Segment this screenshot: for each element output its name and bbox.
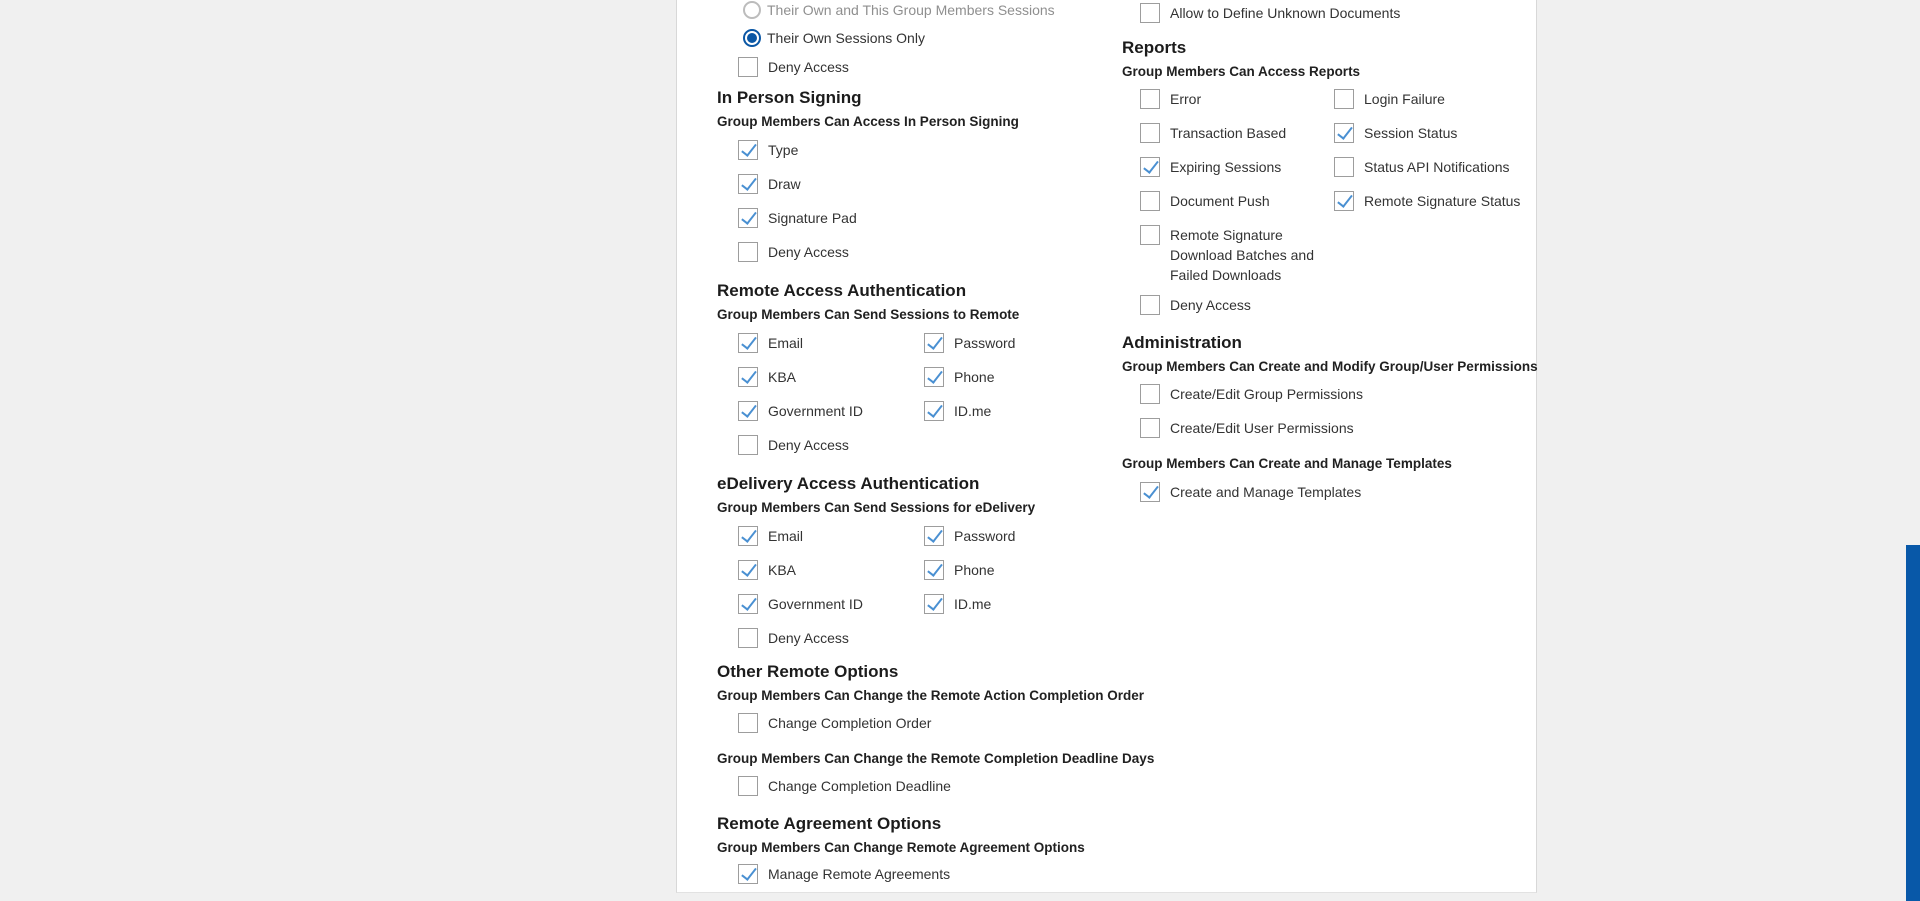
- checkbox-icon[interactable]: [738, 864, 758, 884]
- scrollbar-thumb[interactable]: [1906, 545, 1920, 901]
- checkbox-icon[interactable]: [1140, 123, 1160, 143]
- checkbox-remote-deny-access[interactable]: [738, 435, 1137, 455]
- checkbox-label: Email: [768, 528, 804, 544]
- checkbox-label: Remote Signature Status: [1364, 193, 1521, 209]
- checkbox-label: Deny Access: [768, 630, 849, 646]
- checkbox-label: Deny Access: [1170, 297, 1251, 313]
- row-remote-email-password: [738, 333, 1137, 353]
- checkbox-report-document-push[interactable]: [1140, 191, 1334, 211]
- checkbox-icon[interactable]: [738, 140, 758, 160]
- checkbox-icon[interactable]: [1140, 191, 1160, 211]
- checkbox-label: Type: [768, 142, 799, 158]
- checkbox-report-login-failure[interactable]: [1334, 89, 1445, 109]
- permissions-panel: [676, 0, 1537, 893]
- checkbox-icon[interactable]: [738, 435, 758, 455]
- checkbox-label: Create and Manage Templates: [1170, 484, 1362, 500]
- checkbox-create-edit-user-permissions[interactable]: [1140, 418, 1538, 438]
- checkbox-label: Create/Edit User Permissions: [1170, 420, 1354, 436]
- checkbox-icon[interactable]: [1140, 482, 1160, 502]
- checkbox-remote-kba[interactable]: [738, 367, 924, 387]
- checkbox-report-remote-signature-status[interactable]: [1334, 191, 1520, 211]
- checkbox-label: Government ID: [768, 403, 863, 419]
- checkbox-type[interactable]: [738, 140, 1137, 160]
- section-subtitle-remote-access-authentication: Group Members Can Send Sessions to Remote: [717, 307, 1020, 322]
- radio-their-own-sessions-only[interactable]: [743, 28, 1137, 48]
- checkbox-report-deny-access[interactable]: [1140, 295, 1538, 315]
- checkbox-report-status-api-notifications[interactable]: [1334, 157, 1510, 177]
- section-subtitle-reports: Group Members Can Access Reports: [1122, 64, 1361, 79]
- checkbox-icon[interactable]: [1334, 191, 1354, 211]
- checkbox-icon[interactable]: [924, 594, 944, 614]
- checkbox-icon[interactable]: [738, 174, 758, 194]
- checkbox-icon[interactable]: [738, 560, 758, 580]
- checkbox-icon[interactable]: [1140, 157, 1160, 177]
- radio-label: Their Own Sessions Only: [767, 30, 925, 46]
- checkbox-label: KBA: [768, 369, 797, 385]
- checkbox-icon[interactable]: [1140, 89, 1160, 109]
- checkbox-report-error[interactable]: [1140, 89, 1334, 109]
- section-title-remote-agreement-options: Remote Agreement Options: [717, 814, 942, 833]
- radio-their-own-and-group-sessions[interactable]: [743, 0, 1137, 20]
- checkbox-remote-email[interactable]: [738, 333, 924, 353]
- checkbox-label: Signature Pad: [768, 210, 857, 226]
- checkbox-label: Error: [1170, 91, 1202, 107]
- radio-label: Their Own and This Group Members Sessions: [767, 2, 1055, 18]
- checkbox-edelivery-idme[interactable]: [924, 594, 991, 614]
- section-title-edelivery-access-authentication: eDelivery Access Authentication: [717, 474, 980, 493]
- section-title-administration: Administration: [1122, 333, 1242, 352]
- section-subtitle-create-manage-templates: Group Members Can Create and Manage Templates: [1122, 456, 1452, 471]
- checkbox-manage-remote-agreements[interactable]: [738, 864, 1137, 884]
- checkbox-icon[interactable]: [738, 208, 758, 228]
- row-remote-kba-phone: [738, 367, 1137, 387]
- checkbox-label: Change Completion Order: [768, 715, 932, 731]
- checkbox-icon[interactable]: [738, 333, 758, 353]
- checkbox-label: Session Status: [1364, 125, 1458, 141]
- checkbox-icon[interactable]: [738, 242, 758, 262]
- checkbox-label: Manage Remote Agreements: [768, 866, 951, 882]
- right-column: [1122, 0, 1538, 502]
- checkbox-label: Remote Signature Download Batches and Failed Downloads: [1170, 227, 1314, 283]
- checkbox-icon[interactable]: [924, 560, 944, 580]
- section-subtitle-group-user-permissions: Group Members Can Create and Modify Group/User Permissions: [1122, 359, 1538, 374]
- checkbox-allow-define-unknown-documents[interactable]: [1140, 3, 1538, 23]
- row-document-push-remote-sig-status: [1140, 191, 1538, 211]
- checkbox-edelivery-government-id[interactable]: [738, 594, 924, 614]
- checkbox-change-completion-deadline[interactable]: [738, 776, 1137, 796]
- checkbox-edelivery-deny-access[interactable]: [738, 628, 1137, 648]
- checkbox-icon[interactable]: [924, 367, 944, 387]
- row-edelivery-govid-idme: [738, 594, 1137, 614]
- checkbox-label: Change Completion Deadline: [768, 778, 951, 794]
- checkbox-edelivery-password[interactable]: [924, 526, 1015, 546]
- checkbox-icon[interactable]: [1140, 3, 1160, 23]
- checkbox-remote-government-id[interactable]: [738, 401, 924, 421]
- checkbox-label: KBA: [768, 562, 797, 578]
- checkbox-icon[interactable]: [738, 401, 758, 421]
- checkbox-icon[interactable]: [1140, 225, 1160, 245]
- row-transaction-session-status: [1140, 123, 1538, 143]
- section-title-remote-access-authentication: Remote Access Authentication: [717, 281, 967, 300]
- checkbox-label: Phone: [954, 369, 995, 385]
- checkbox-report-expiring-sessions[interactable]: [1140, 157, 1334, 177]
- checkbox-icon[interactable]: [1334, 123, 1354, 143]
- checkbox-icon[interactable]: [738, 776, 758, 796]
- section-title-in-person-signing: In Person Signing: [717, 88, 862, 107]
- checkbox-label: ID.me: [954, 403, 992, 419]
- checkbox-label: Create/Edit Group Permissions: [1170, 386, 1363, 402]
- checkbox-remote-password[interactable]: [924, 333, 1015, 353]
- checkbox-report-remote-signature-download-batches[interactable]: [1140, 225, 1538, 285]
- checkbox-in-person-deny-access[interactable]: [738, 242, 1137, 262]
- checkbox-edelivery-phone[interactable]: [924, 560, 994, 580]
- section-subtitle-remote-agreement-options: Group Members Can Change Remote Agreement Options: [717, 840, 1085, 855]
- checkbox-report-transaction-based[interactable]: [1140, 123, 1334, 143]
- checkbox-change-completion-order[interactable]: [738, 713, 1137, 733]
- checkbox-icon[interactable]: [738, 367, 758, 387]
- checkbox-edelivery-email[interactable]: [738, 526, 924, 546]
- checkbox-label: Password: [954, 335, 1016, 351]
- section-subtitle-completion-deadline: Group Members Can Change the Remote Completion Deadline Days: [717, 751, 1155, 766]
- row-expiring-status-api: [1140, 157, 1538, 177]
- checkbox-label: Allow to Define Unknown Documents: [1170, 5, 1401, 21]
- checkbox-icon[interactable]: [1334, 89, 1354, 109]
- checkbox-sessions-deny-access[interactable]: [738, 57, 1137, 77]
- checkbox-icon[interactable]: [738, 526, 758, 546]
- row-error-login-failure: [1140, 89, 1538, 109]
- checkbox-icon[interactable]: [1140, 384, 1160, 404]
- row-edelivery-kba-phone: [738, 560, 1137, 580]
- checkbox-remote-phone[interactable]: [924, 367, 994, 387]
- section-title-other-remote-options: Other Remote Options: [717, 662, 899, 681]
- checkbox-label: Government ID: [768, 596, 863, 612]
- row-edelivery-email-password: [738, 526, 1137, 546]
- checkbox-signature-pad[interactable]: [738, 208, 1137, 228]
- checkbox-icon[interactable]: [924, 401, 944, 421]
- checkbox-label: Password: [954, 528, 1016, 544]
- section-subtitle-in-person-signing: Group Members Can Access In Person Signing: [717, 114, 1019, 129]
- checkbox-icon[interactable]: [924, 526, 944, 546]
- checkbox-label: Transaction Based: [1170, 125, 1287, 141]
- checkbox-label: Status API Notifications: [1364, 159, 1510, 175]
- checkbox-icon[interactable]: [738, 713, 758, 733]
- checkbox-label: Draw: [768, 176, 801, 192]
- checkbox-icon[interactable]: [1140, 295, 1160, 315]
- section-title-reports: Reports: [1122, 38, 1187, 57]
- checkbox-label: ID.me: [954, 596, 992, 612]
- checkbox-edelivery-kba[interactable]: [738, 560, 924, 580]
- checkbox-icon[interactable]: [1334, 157, 1354, 177]
- checkbox-label: Expiring Sessions: [1170, 159, 1282, 175]
- checkbox-icon[interactable]: [738, 57, 758, 77]
- checkbox-icon[interactable]: [924, 333, 944, 353]
- checkbox-draw[interactable]: [738, 174, 1137, 194]
- checkbox-label: Login Failure: [1364, 91, 1445, 107]
- checkbox-create-edit-group-permissions[interactable]: [1140, 384, 1538, 404]
- checkbox-label: Deny Access: [768, 59, 849, 75]
- checkbox-label: Deny Access: [768, 244, 849, 260]
- row-remote-govid-idme: [738, 401, 1137, 421]
- section-subtitle-completion-order: Group Members Can Change the Remote Action Completion Order: [717, 688, 1145, 703]
- checkbox-icon[interactable]: [1140, 418, 1160, 438]
- checkbox-icon[interactable]: [738, 594, 758, 614]
- section-subtitle-edelivery-access-authentication: Group Members Can Send Sessions for eDelivery: [717, 500, 1036, 515]
- checkbox-icon[interactable]: [738, 628, 758, 648]
- radio-icon[interactable]: [743, 1, 761, 19]
- checkbox-label: Email: [768, 335, 804, 351]
- checkbox-report-session-status[interactable]: [1334, 123, 1457, 143]
- checkbox-label: Deny Access: [768, 437, 849, 453]
- checkbox-label: Phone: [954, 562, 995, 578]
- checkbox-create-and-manage-templates[interactable]: [1140, 482, 1538, 502]
- radio-icon[interactable]: [743, 29, 761, 47]
- checkbox-label: Document Push: [1170, 193, 1270, 209]
- checkbox-remote-idme[interactable]: [924, 401, 991, 421]
